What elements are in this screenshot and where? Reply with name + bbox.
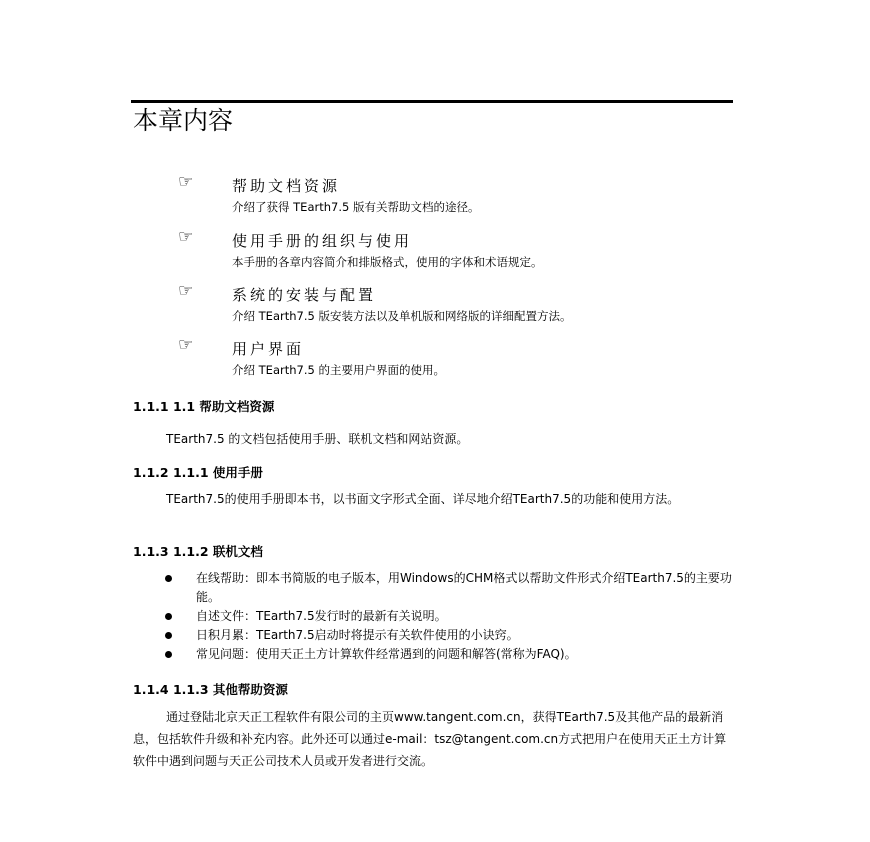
- toc-item-desc: 介绍 TEarth7.5 版安装方法以及单机版和网络版的详细配置方法。: [232, 309, 572, 323]
- toc-item-title: 用户界面: [232, 340, 305, 358]
- bullet-icon: [165, 613, 172, 620]
- list-item-text: 常见问题：使用天正土方计算软件经常遇到的问题和解答(常称为FAQ)。: [196, 647, 577, 661]
- list-item: [165, 626, 745, 645]
- toc-item-title: 使用手册的组织与使用: [232, 232, 413, 250]
- toc-item-title: 系统的安装与配置: [232, 286, 377, 304]
- section-heading-user-manual: 1.1.2 1.1.1 使用手册: [133, 465, 263, 480]
- toc-item-title: 帮助文档资源: [232, 177, 341, 195]
- bullet-icon: [165, 632, 172, 639]
- section-paragraph: TEarth7.5 的文档包括使用手册、联机文档和网站资源。: [166, 432, 469, 446]
- online-docs-list: [165, 569, 745, 664]
- list-item-text: 日积月累：TEarth7.5启动时将提示有关软件使用的小诀窍。: [196, 628, 519, 642]
- toc-item-desc: 介绍了获得 TEarth7.5 版有关帮助文档的途径。: [232, 200, 480, 214]
- pointing-hand-icon: ☞: [178, 335, 194, 355]
- section-paragraph: 通过登陆北京天正工程软件有限公司的主页www.tangent.com.cn，获得TEarth7.5及其他产品的最新消息，包括软件升级和补充内容。此外还可以通过e-mail：tsz@tangent.com.cn方式把用户在使用天正土方计算软件中遇到问题与天正公司技术人员或开发者进行交流。: [133, 710, 727, 768]
- pointing-hand-icon: ☞: [178, 227, 194, 247]
- list-item: [165, 569, 745, 607]
- section-paragraph: TEarth7.5的使用手册即本书，以书面文字形式全面、详尽地介绍TEarth7.5的功能和使用方法。: [166, 492, 680, 506]
- list-item: [165, 607, 745, 626]
- bullet-icon: [165, 651, 172, 658]
- list-item: [165, 645, 745, 664]
- toc-item-desc: 介绍 TEarth7.5 的主要用户界面的使用。: [232, 363, 445, 377]
- section-heading-other-resources: 1.1.4 1.1.3 其他帮助资源: [133, 682, 288, 697]
- list-item-text: 自述文件：TEarth7.5发行时的最新有关说明。: [196, 609, 447, 623]
- bullet-icon: [165, 575, 172, 582]
- toc-item-desc: 本手册的各章内容简介和排版格式，使用的字体和术语规定。: [232, 255, 543, 269]
- pointing-hand-icon: ☞: [178, 281, 194, 301]
- chapter-title: 本章内容: [133, 106, 234, 135]
- header-rule: [131, 100, 733, 103]
- list-item-text: 在线帮助：即本书简版的电子版本，用Windows的CHM格式以帮助文件形式介绍TEarth7.5的主要功能。: [196, 571, 732, 604]
- pointing-hand-icon: ☞: [178, 172, 194, 192]
- section-heading-online-docs: 1.1.3 1.1.2 联机文档: [133, 544, 263, 559]
- section-heading-help-resources: 1.1.1 1.1 帮助文档资源: [133, 399, 275, 414]
